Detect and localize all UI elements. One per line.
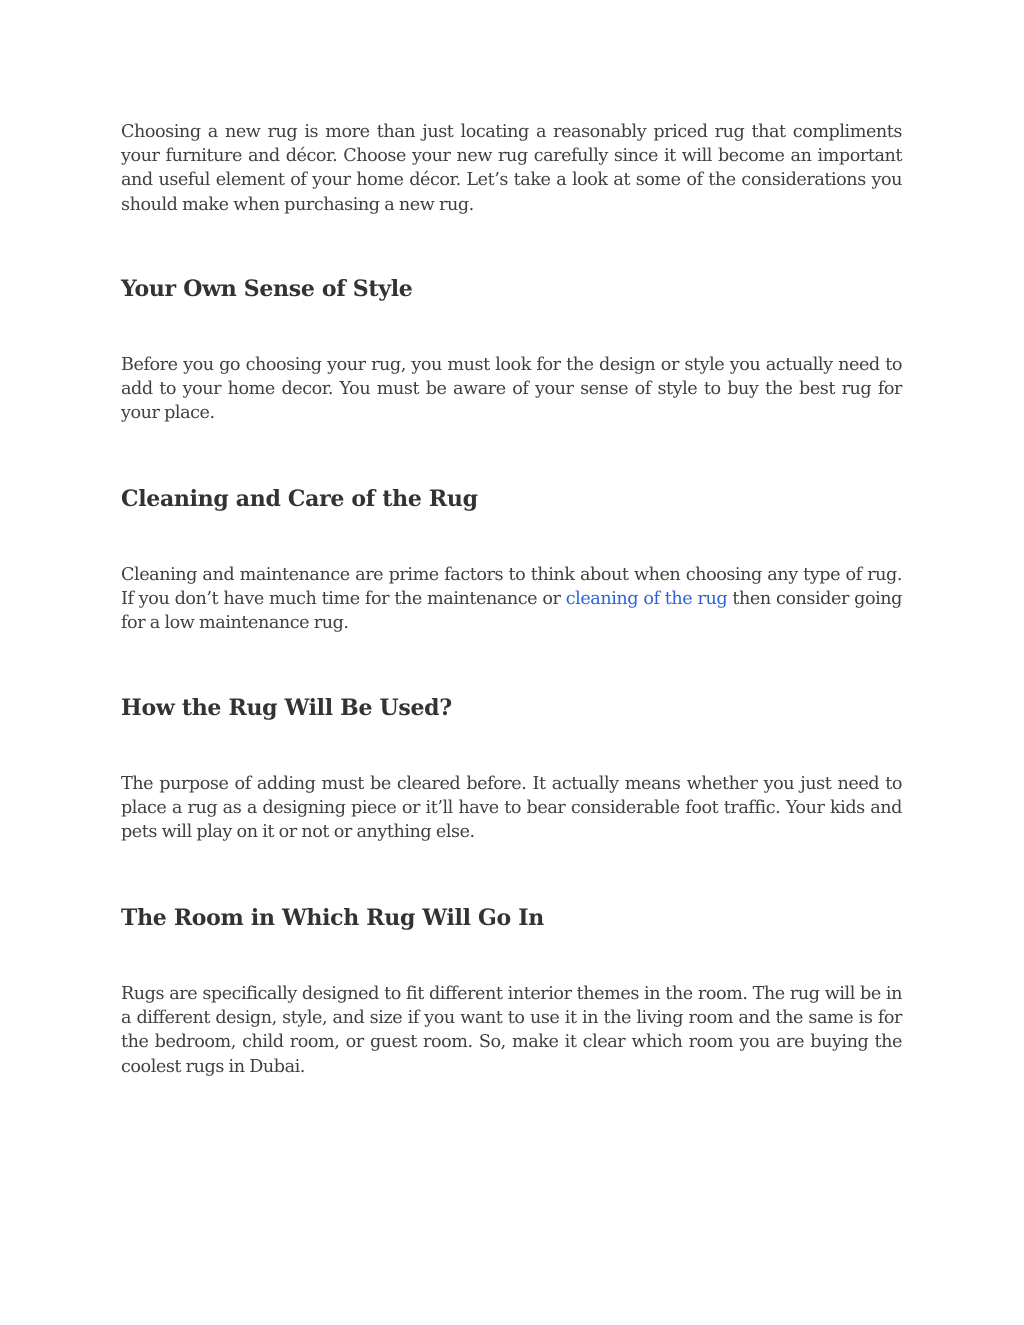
heading-room: The Room in Which Rug Will Go In: [121, 905, 544, 931]
paragraph-sense-of-style: Before you go choosing your rug, you must look for the design or style you actually need to add to your home decor. You must be aware of your sense of style to buy the best rug for your place.: [121, 355, 902, 424]
paragraph-cleaning-care: [121, 563, 902, 636]
paragraph-cleaning-text-before: Cleaning and maintenance are prime factors to think about when choosing any type of rug. If you don’t have much time for the maintenance or: [121, 565, 902, 610]
heading-rug-usage: How the Rug Will Be Used?: [121, 695, 452, 721]
paragraph-cleaning-text-after: then consider going for a low maintenance rug.: [121, 589, 902, 634]
heading-cleaning-care: Cleaning and Care of the Rug: [121, 486, 478, 512]
paragraph-rug-usage: The purpose of adding must be cleared before. It actually means whether you just need to place a rug as a designing piece or it’ll have to bear considerable foot traffic. Your kids and pets will play on it or not or anything else.: [121, 774, 902, 843]
paragraph-room: Rugs are specifically designed to fit different interior themes in the room. The rug will be in a different design, style, and size if you want to use it in the living room and the same is for the bedroom, child room, or guest room. So, make it clear which room you are buying the coolest rugs in Dubai.: [121, 984, 902, 1077]
intro-paragraph: Choosing a new rug is more than just locating a reasonably priced rug that compliments your furniture and décor. Choose your new rug carefully since it will become an important and useful element of your home décor. Let’s take a look at some of the considerations you should make when purchasing a new rug.: [121, 122, 902, 215]
cleaning-of-the-rug-link[interactable]: cleaning of the rug: [565, 589, 728, 610]
heading-sense-of-style: Your Own Sense of Style: [121, 276, 413, 302]
